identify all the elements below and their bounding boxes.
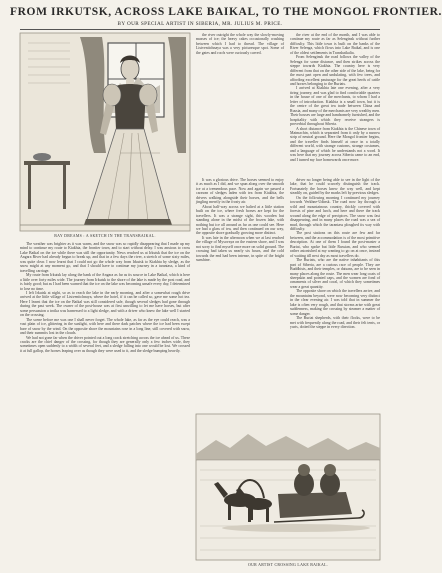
paragraph: It was a glorious drive. The horses seemed to enjoy it as much as I did, and we spun along over the smooth ice at a tremendous pace. Now and again we passed a caravan of sledges laden with tea from Kiakhta, the drivers walking alongside their horses, and the bells jingling merrily in the frosty air. bbox=[196, 178, 284, 205]
paragraph: The Buriat shepherds, with their flocks, were to be met with frequently along the road, and their felt tents, or yurts, dotted the steppe in every direction. bbox=[290, 316, 380, 329]
paragraph: About half-way across we halted at a little station built on the ice, where fresh horses are kept for the travellers. It was a strange sight, this wooden hut standing alone in the midst of the frozen lake, with nothing but ice all around as far as one could see. Here we had a glass of tea, and then continued on our way, the opposite shore gradually growing more distinct. bbox=[196, 204, 284, 236]
column-2-bottom bbox=[196, 178, 284, 414]
paragraph: We had not gone far when the driver pointed out a long crack stretching across the ice ahead of us. These cracks are the chief danger of the crossing, for though they are generally only a few inches wide, they sometimes open suddenly to a width of several feet, and a sledge falling into one would be lost. We crossed it at full gallop, the horses leaping over as though they were used to it, and the sledge bumping heavily. bbox=[20, 335, 190, 353]
top-illustration-caption: BAY DREAMS : A SKETCH IN THE TRANSBAIKAL. bbox=[54, 234, 156, 238]
column-1-bottom bbox=[20, 242, 190, 568]
bay-dreams-sketch bbox=[20, 33, 190, 231]
paragraph: The scene before me was one I shall never forget. The whole lake, as far as the eye could reach, was a vast plain of ice, glittering in the sunlight, with here and there dark patches where the ice had been swept bare of snow by the wind. On the opposite shore the mountains rose in a long line, still covered with snow, and their summits lost in the clouds. bbox=[20, 317, 190, 336]
paragraph: driver no longer being able to see in the light of the lake, that he could scarcely distinguish the track. Fortunately the horses knew the way well, and kept steadily on, guided by the marks left by previous sledges. bbox=[290, 178, 380, 196]
paragraph: The post stations on this route are few and far between, and the accommodation is of the most primitive description. At one of them I found the post-master a Buriat, who spoke but little Russian, and who seemed rather astonished at my wanting to go on at once, instead of waiting till next day as most travellers do. bbox=[290, 231, 380, 258]
paragraph: The weather was brighter as it was warm, and the snow was so rapidly disappearing that I made up my mind to continue my route to Kiakhta, the frontier town, and to start without delay. I was anxious to cross Lake Baikal on the ice while there was still the opportunity. News reached us at Irkutsk that the ice on the Angara River had already begun to break up, and that in a few days the river, a stretch of some sixty miles, was quite clear. I now learnt that I could not go the whole way from Irkutsk to Kiakhta by sledge, as the snow might at any moment go, and that I should have to continue my journey in a tarantass, a kind of travelling carriage. bbox=[20, 242, 190, 273]
column-3-middle bbox=[290, 178, 380, 414]
paragraph: On the following morning I continued my journey towards Verkhne-Udinsk. The road now lay through a wild and mountainous country, thickly covered with forests of pine and larch, and here and there the track wound along the edge of precipices. The snow was fast disappearing, and in many places the road was a sea of mud, through which the tarantass ploughed its way with difficulty. bbox=[290, 195, 380, 231]
paragraph: From Selenginsk the road follows the valley of the Selenga for some distance, and then strikes across the steppe towards Kiakhta. The country here is very different from that on the other side of the lake, being for the most part open and undulating, with few trees, and affording excellent pasturage for the great herds of cattle and horses belonging to the Buriats. bbox=[290, 55, 380, 86]
paragraph: I arrived at Kiakhta late one evening, after a very tiring journey, and was glad to find comfortable quarters in the house of one of the merchants, to whom I had a letter of introduction. Kiakhta is a small town, but it is the centre of the great tea trade between China and Russia, and many of the merchants are very wealthy men. Their houses are large and handsomely furnished, and the hospitality with which they receive strangers is proverbial throughout Siberia. bbox=[290, 86, 380, 127]
column-2-top bbox=[196, 33, 284, 178]
paragraph: The Buriats, who are the native inhabitants of this part of Siberia, are a curious race of people. They are Buddhists, and their temples, or datsans, are to be seen in many places along the route. The men wear long coats of sheepskin and pointed caps, and the women are fond of ornaments of silver and coral, of which they sometimes wear a great quantity. bbox=[290, 258, 380, 289]
bay-dreams-illustration bbox=[20, 33, 190, 231]
paragraph: The opposite shore on which the travellers arrive, and the mountains beyond, were now becoming very distinct in the clear evening air. I was told that in summer the lake is often very rough, and that storms arise with great suddenness, making the crossing by steamer a matter of some danger. bbox=[290, 289, 380, 316]
paragraph: I left Irkutsk at night, so as to reach the lake in the early morning, and after a somewhat rough drive arrived at the little village of Listvenitchnaya, where the hotel, if it can be called so, gave me some hot tea. Here I learnt that the ice on the Baikal was still considered safe, though several sledges had gone through during the past week. The owner of the post-house was at first unwilling to let me have horses, but after some persuasion a troika was harnessed to a light sledge, and with a driver who knew the lake well I started on the crossing. bbox=[20, 290, 190, 318]
paragraph: A short distance from Kiakhta is the Chinese town of Maimachin, which is separated from it only by a narrow strip of neutral ground. Here the Mongol frontier begins, and the traveller finds himself at once in a totally different world, with strange customs, strange costumes, and a language of which he understands not a word. It was here that my journey across Siberia came to an end, and I turned my face homewards once more. bbox=[290, 126, 380, 162]
paragraph: My route from Irkutsk lay along the bank of the Angara as far as its source in Lake Baikal, which is here a little over forty miles wide. The journey from Irkutsk to the shore of the lake is made by the post road, and is fairly good; but as I had been warned that the ice on the lake was becoming unsafe every day, I determined to lose no time. bbox=[20, 273, 190, 291]
header-rule bbox=[20, 29, 380, 30]
paragraph: the river outright the whole way the slowly-moving masses of ice; the heavy cakes occasionally crashing between which I had to thread. The village of Listvenitchnaya was a very picturesque spot. Some of the gates and roofs were curiously carved. bbox=[196, 33, 284, 55]
paragraph: It was late in the afternoon when we at last reached the village of Mysovaya on the eastern shore, and I was not sorry to find myself once more on solid ground. The crossing had taken us nearly six hours, and the cold towards the end had been intense, in spite of the bright sunshine. bbox=[196, 235, 284, 263]
paragraph: the river at the end of the month, and I was able to continue my route as far as Selenginsk without further difficulty. This little town is built on the banks of the River Selenga, which flows into Lake Baikal, and is one of the oldest settlements in Transbaikalia. bbox=[290, 33, 380, 55]
column-3-top bbox=[290, 33, 380, 178]
byline: BY OUR SPECIAL ARTIST IN SIBERIA, MR. JULIUS M. PRICE. bbox=[117, 21, 283, 27]
lake-baikal-illustration bbox=[196, 414, 380, 560]
bottom-illustration-caption: OUR ARTIST CROSSING LAKE BAIKAL. bbox=[247, 563, 329, 567]
page-title: FROM IRKUTSK, ACROSS LAKE BAIKAL, TO THE MONGOL FRONTIER. bbox=[10, 6, 442, 18]
sledge-crossing-sketch bbox=[196, 414, 380, 560]
